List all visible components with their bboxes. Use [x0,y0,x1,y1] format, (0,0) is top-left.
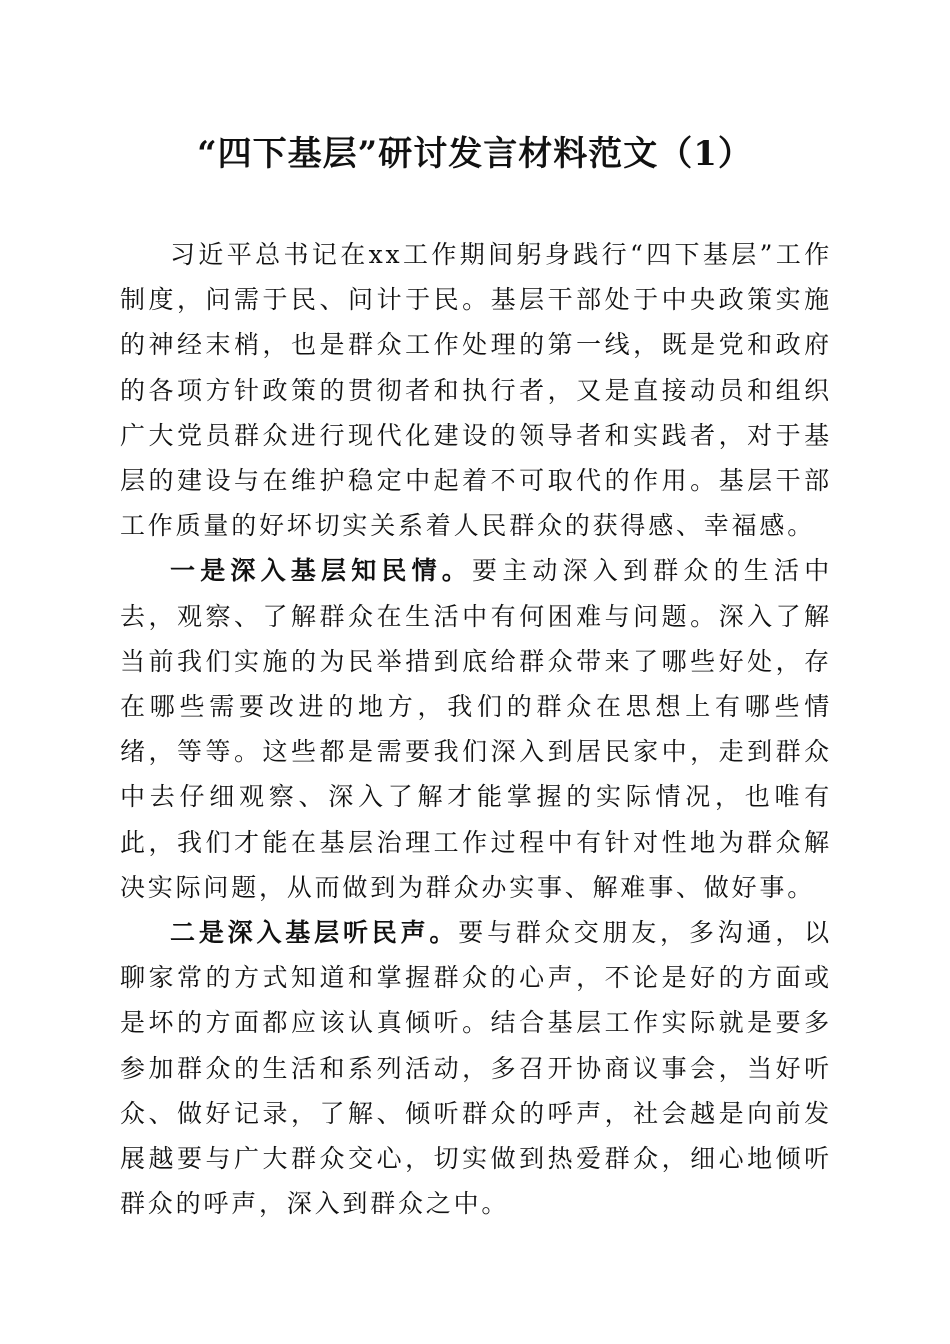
paragraph-intro [120,232,832,548]
paragraph-point-two-heading: 二是深入基层听民声。 [170,918,459,948]
paragraph-intro-text: 习近平总书记在xx工作期间躬身践行“四下基层”工作制度，问需于民、问计于民。基层干部处于中央政策实施的神经末梢，也是群众工作处理的第一线，既是党和政府的各项方针政策的贯彻者和执行者，又是直接动员和组织广大党员群众进行现代化建设的领导者和实践者，对于基层的建设与在维护稳定中起着不可取代的作用。基层干部工作质量的好坏切实关系着人民群众的获得感、幸福感。 [120,240,832,541]
document-title: “四下基层”研讨发言材料范文（1） [197,134,753,174]
document-body [120,232,832,1226]
paragraph-point-two-text: 要与群众交朋友，多沟通，以聊家常的方式知道和掌握群众的心声，不论是好的方面或是坏的方面都应该认真倾听。结合基层工作实际就是要多参加群众的生活和系列活动，多召开协商议事会，当好听众、做好记录，了解、倾听群众的呼声，社会越是向前发展越要与广大群众交心，切实做到热爱群众，细心地倾听群众的呼声，深入到群众之中。 [120,918,832,1219]
paragraph-point-one [120,548,832,910]
paragraph-point-one-heading: 一是深入基层知民情。 [170,556,472,586]
paragraph-point-two [120,910,832,1226]
paragraph-point-one-text: 要主动深入到群众的生活中去，观察、了解群众在生活中有何困难与问题。深入了解当前我们实施的为民举措到底给群众带来了哪些好处，存在哪些需要改进的地方，我们的群众在思想上有哪些情绪，等等。这些都是需要我们深入到居民家中，走到群众中去仔细观察、深入了解才能掌握的实际情况，也唯有此，我们才能在基层治理工作过程中有针对性地为群众解决实际问题，从而做到为群众办实事、解难事、做好事。 [120,556,832,902]
